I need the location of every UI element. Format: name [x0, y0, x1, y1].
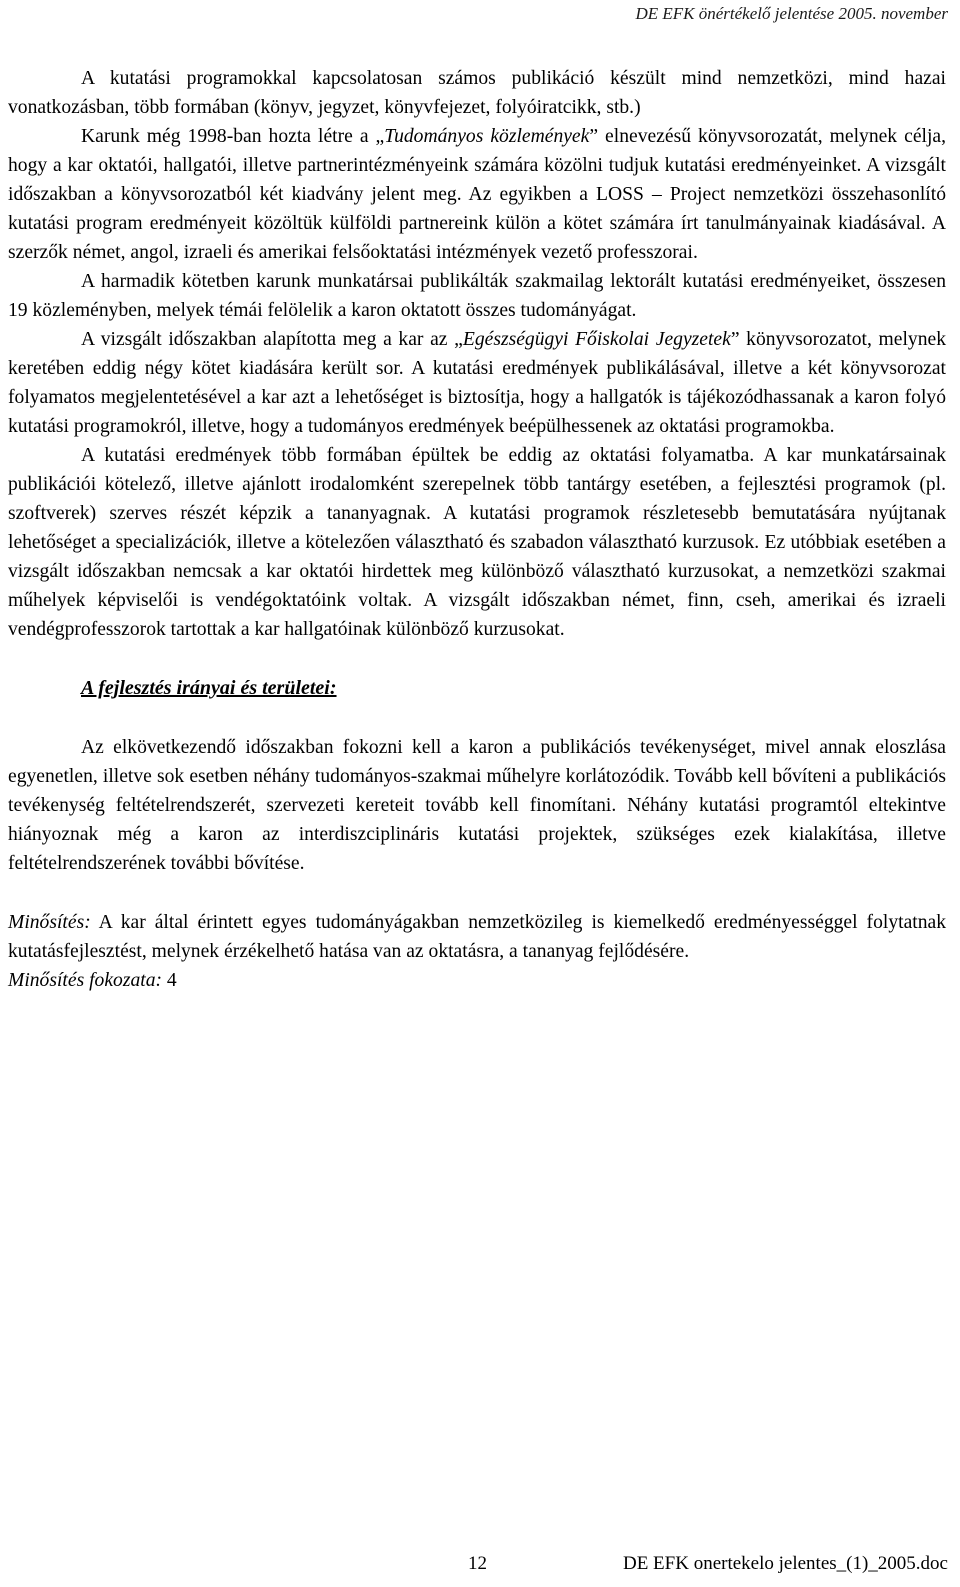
paragraph-research-in-education: A kutatási eredmények több formában épültek be eddig az oktatási folyamatba. A kar munkatársainak publikációi kötelező, illetve ajánlott irodalomként szerepelnek több tantárgy esetében, a fejlesztési programok (pl. szoftverek) szerves részét képzik a tananyagnak. A kutatási programok részletesebb bemutatására nyújtanak lehetőséget a specializációk, illetve a kötelezően választható és szabadon választható kurzusok. Ez utóbbiak esetében a vizsgált időszakban nemcsak a kar oktatói hirdettek meg különböző választható kurzusokat, a nemzetközi szakmai műhelyek képviselői is vendégoktatóink voltak. A vizsgált időszakban német, finn, cseh, amerikai és izraeli vendégprofesszorok tartottak a kar hallgatóinak különböző kurzusokat.	[8, 445, 946, 640]
rating-text: A kar által érintett egyes tudományágakban nemzetközileg is kiemelkedő eredményességgel folytatnak kutatásfejlesztést, melynek érzékelhető hatása van az oktatásra, a tananyag fejlődésére.	[8, 912, 946, 962]
paragraph-development: Az elkövetkezendő időszakban fokozni kell a karon a publikációs tevékenységet, mivel annak eloszlása egyenetlen, illetve sok esetben néhány tudományos-szakmai műhelyre korlátozódik. Tovább kell bővíteni a publikációs tevékenység feltételrendszerét, szervezeti kereteit tovább kell finomítani. Néhány kutatási programtól eltekintve hiányoznak még a karon az interdiszciplináris kutatási projektek, szükséges ezek kialakítása, illetve feltételrendszerének további bővítése.	[8, 737, 946, 874]
paragraph-publications-intro: A kutatási programokkal kapcsolatosan számos publikáció készült mind nemzetközi, mind hazai vonatkozásban, több formában (könyv, jegyzet, könyvfejezet, folyóiratcikk, stb.)	[8, 68, 946, 118]
paragraph-grade	[8, 966, 946, 995]
paragraph-text: ” könyvsorozatot, melynek keretében eddig négy kötet kiadására került sor. A kutatási eredmények publikálásával, illetve a két könyvsorozat folyamatos megjelentetésével a kar azt a lehetőséget is biztosítja, hogy a hallgatók is tájékozódhassanak a karon folyó kutatási programokról, illetve, hogy a tudományos eredmények beépülhessenek az oktatási programokba.	[8, 329, 946, 437]
paragraph-third-volume: A harmadik kötetben karunk munkatársai publikálták szakmailag lektorált kutatási eredményeiket, összesen 19 közleményben, melyek témái felölelik a karon oktatott összes tudományágat.	[8, 271, 946, 321]
series-title-tudomanyos: Tudományos közlemények	[384, 126, 590, 147]
document-filename: DE EFK onertekelo jelentes_(1)_2005.doc	[622, 1553, 948, 1574]
grade-label: Minősítés fokozata:	[8, 970, 163, 991]
document-body	[8, 64, 946, 995]
rating-label: Minősítés:	[8, 912, 91, 933]
paragraph-text: A vizsgált időszakban alapította meg a kar az „	[81, 329, 463, 350]
section-heading: A fejlesztés irányai és területei:	[81, 677, 337, 699]
page-number: 12	[468, 1553, 487, 1574]
paragraph-book-series	[8, 122, 946, 267]
paragraph-jegyzetek-series	[8, 325, 946, 441]
paragraph-text: ” elnevezésű könyvsorozatát, melynek célja, hogy a kar oktatói, hallgatói, illetve partnerintézményeink számára közölni tudjuk kutatási eredményeinket. A vizsgált időszakban a könyvsorozatból két kiadvány jelent meg. Az egyikben a LOSS – Project nemzetközi összehasonlító kutatási program eredményeit közöltük külföldi partnereink külön a kötet számára írt tanulmányainak kiadásával. A szerzők német, angol, izraeli és amerikai felsőoktatási intézmények vezető professzorai.	[8, 126, 947, 263]
paragraph-text: Karunk még 1998-ban hozta létre a „	[81, 126, 385, 147]
grade-value: 4	[162, 970, 177, 991]
paragraph-rating	[8, 908, 946, 966]
page-header: DE EFK önértékelő jelentése 2005. november	[635, 4, 948, 23]
series-title-egeszsegugyi: Egészségügyi Főiskolai Jegyzetek	[462, 329, 731, 350]
